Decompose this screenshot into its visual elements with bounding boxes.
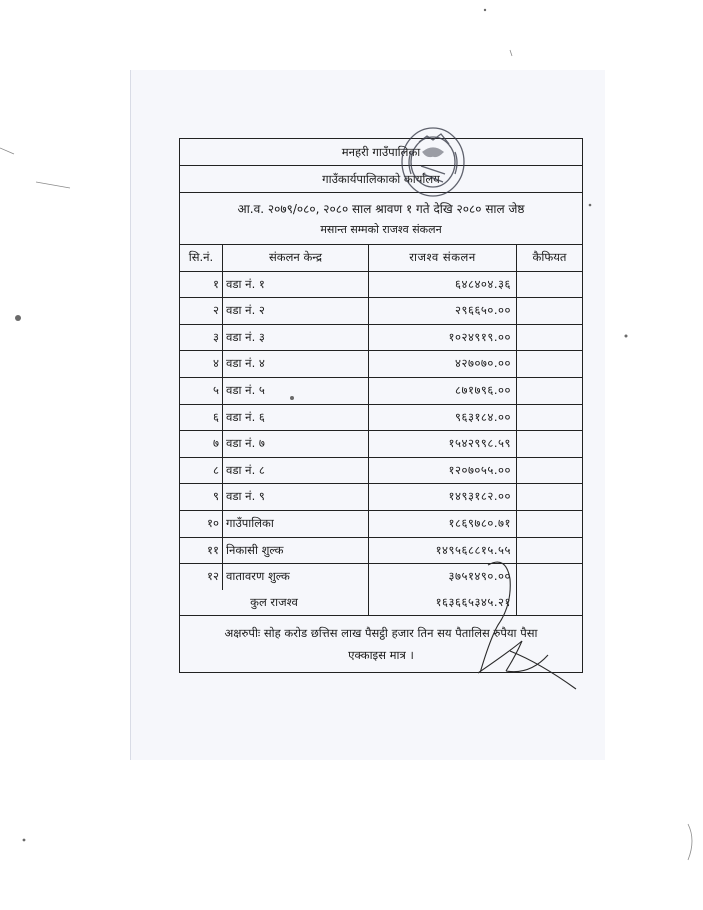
period-line-2: मसान्त सम्मको राजश्व संकलन [320, 223, 442, 236]
row-sn: ८ [180, 458, 223, 484]
row-amount: ६४८४०४.३६ [369, 272, 517, 298]
row-center: वडा नं. ३ [223, 325, 369, 351]
office-seal-icon [397, 122, 469, 200]
col-header-amount: राजश्व संकलन [369, 245, 517, 271]
row-sn: १० [180, 511, 223, 537]
column-header-row [180, 245, 582, 272]
row-amount: ९६३१८४.०० [369, 405, 517, 431]
row-sn: ९ [180, 484, 223, 510]
row-remark [517, 325, 582, 351]
table-row [180, 351, 582, 378]
row-center: वडा नं. २ [223, 298, 369, 324]
table-row [180, 325, 582, 352]
col-header-sn: सि.नं. [180, 245, 223, 271]
col-header-remark: कैफियत [532, 250, 567, 264]
row-remark [517, 405, 582, 431]
table-row [180, 405, 582, 432]
row-remark [517, 458, 582, 484]
table-row [180, 298, 582, 325]
office-name: मनहरी गाउँपालिका [341, 145, 421, 159]
row-center: वडा नं. ४ [223, 351, 369, 377]
row-amount: ८७१७९६.०० [369, 378, 517, 404]
office-name-row [180, 139, 582, 166]
row-amount: १४९३१८२.०० [369, 484, 517, 510]
row-sn: ३ [180, 325, 223, 351]
row-remark [517, 351, 582, 377]
office-sub-row [180, 166, 582, 193]
period-line-1: आ.व. २०७९/०८०, २०८० साल श्रावण १ गते देखि २०८० साल जेष्ठ [237, 202, 525, 216]
total-amount: १६३६६५३४५.२१ [369, 590, 517, 616]
row-sn: १ [180, 272, 223, 298]
row-sn: १२ [180, 564, 223, 590]
row-remark [517, 511, 582, 537]
table-row [180, 484, 582, 511]
row-amount: १०२४९१९.०० [369, 325, 517, 351]
row-remark [517, 378, 582, 404]
row-amount: ४२७०७०.०० [369, 351, 517, 377]
row-sn: ५ [180, 378, 223, 404]
row-center: वडा नं. ९ [223, 484, 369, 510]
period-row [180, 193, 582, 245]
table-row [180, 511, 582, 538]
row-center: वडा नं. १ [223, 272, 369, 298]
row-amount: १८६९७८०.७१ [369, 511, 517, 537]
table-row [180, 378, 582, 405]
row-center: वडा नं. ७ [223, 431, 369, 457]
row-sn: ६ [180, 405, 223, 431]
row-remark [517, 272, 582, 298]
row-sn: २ [180, 298, 223, 324]
table-row [180, 272, 582, 299]
total-label: कुल राजश्व [180, 590, 369, 616]
row-center: वडा नं. ६ [223, 405, 369, 431]
row-remark [517, 298, 582, 324]
row-center: वातावरण शुल्क [223, 564, 369, 590]
row-amount: १४९५६८८१५.५५ [369, 538, 517, 564]
col-header-center: संकलन केन्द्र [223, 245, 369, 271]
row-center: निकासी शुल्क [223, 538, 369, 564]
row-amount: १५४२९९८.५९ [369, 431, 517, 457]
row-center: वडा नं. ८ [223, 458, 369, 484]
row-center: गाउँपालिका [223, 511, 369, 537]
table-row [180, 431, 582, 458]
row-sn: ११ [180, 538, 223, 564]
words-line-1: अक्षरुपीः सोह करोड छत्तिस लाख पैसट्ठी हजार तिन सय पैतालिस रुपैया पैसा [224, 626, 538, 641]
words-line-2: एक्काइस मात्र । [348, 648, 414, 663]
row-amount: ३७५१४९०.०० [369, 564, 517, 590]
row-sn: ४ [180, 351, 223, 377]
row-amount: २९६६५०.०० [369, 298, 517, 324]
table-row [180, 458, 582, 485]
signature-icon [470, 555, 590, 695]
row-amount: १२०७०५५.०० [369, 458, 517, 484]
office-subtitle: गाउँकार्यपालिकाको कार्यालय [322, 172, 440, 186]
row-remark [517, 484, 582, 510]
row-sn: ७ [180, 431, 223, 457]
row-remark [517, 431, 582, 457]
row-center: वडा नं. ५ [223, 378, 369, 404]
